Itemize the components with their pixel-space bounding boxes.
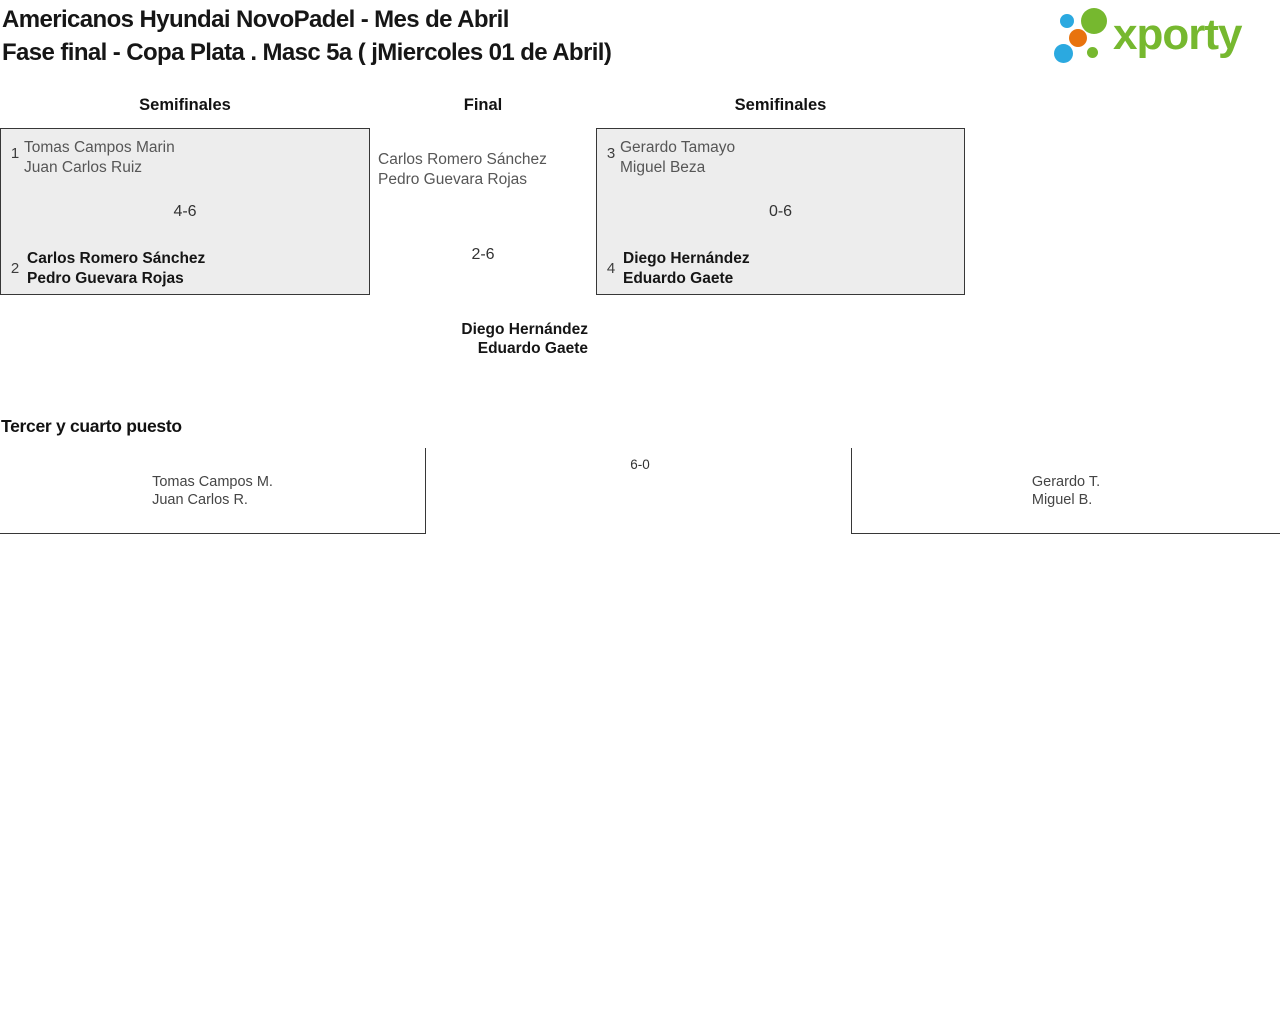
semifinal-right-match	[596, 128, 965, 295]
third-place-right-slot	[851, 448, 1280, 534]
team-names-winner	[623, 249, 750, 288]
round-header-final: Final	[463, 96, 503, 114]
match-score: 0-6	[768, 203, 793, 220]
semifinal-left-match	[0, 128, 370, 295]
player-name: Pedro Guevara Rojas	[378, 170, 528, 188]
xporty-logo[interactable]	[1050, 4, 1278, 74]
header	[2, 3, 611, 69]
player-name: Diego Hernández	[623, 250, 750, 267]
team-names	[24, 138, 175, 177]
page-title: Americanos Hyundai NovoPadel - Mes de Abril	[2, 6, 509, 33]
player-name: Eduardo Gaete	[477, 340, 588, 357]
seed-number: 3	[606, 145, 616, 162]
player-name: Miguel Beza	[620, 158, 706, 176]
player-name: Diego Hernández	[461, 321, 588, 338]
third-place-heading: Tercer y cuarto puesto	[1, 416, 182, 436]
team-names	[1032, 473, 1100, 509]
player-name: Carlos Romero Sánchez	[27, 250, 206, 267]
seed-number: 4	[606, 260, 616, 277]
match-score: 4-6	[173, 203, 197, 220]
player-name: Tomas Campos M.	[152, 474, 273, 490]
final-score: 2-6	[471, 246, 495, 263]
player-name: Juan Carlos R.	[152, 492, 248, 508]
player-name: Gerardo Tamayo	[620, 139, 736, 156]
page-subtitle: Fase final - Copa Plata . Masc 5a ( jMiercoles 01 de Abril)	[2, 39, 612, 66]
team-names	[620, 138, 735, 177]
logo-dot-blue-small-icon	[1060, 14, 1074, 28]
seed-number: 2	[10, 260, 20, 277]
seed-number: 1	[10, 145, 20, 162]
player-name: Juan Carlos Ruiz	[24, 158, 143, 176]
player-name: Gerardo T.	[1031, 474, 1101, 490]
round-header-semifinal-right: Semifinales	[734, 96, 827, 114]
player-name: Pedro Guevara Rojas	[27, 269, 184, 287]
round-header-semifinal-left: Semifinales	[139, 96, 231, 114]
final-finalist-team	[378, 150, 547, 189]
logo-dot-green-large-icon	[1081, 8, 1107, 34]
player-name: Carlos Romero Sánchez	[378, 151, 547, 168]
logo-dot-orange-icon	[1069, 29, 1087, 47]
player-name: Tomas Campos Marin	[24, 139, 175, 156]
logo-wordmark: xporty	[1113, 10, 1242, 59]
player-name: Miguel B.	[1031, 492, 1093, 508]
team-names-winner	[27, 249, 205, 288]
logo-dot-blue-large-icon	[1054, 44, 1073, 63]
final-winner-team	[338, 320, 588, 358]
team-names	[152, 473, 273, 509]
logo-dot-green-small-icon	[1087, 47, 1098, 58]
player-name: Eduardo Gaete	[623, 269, 734, 287]
third-place-score: 6-0	[630, 457, 650, 472]
